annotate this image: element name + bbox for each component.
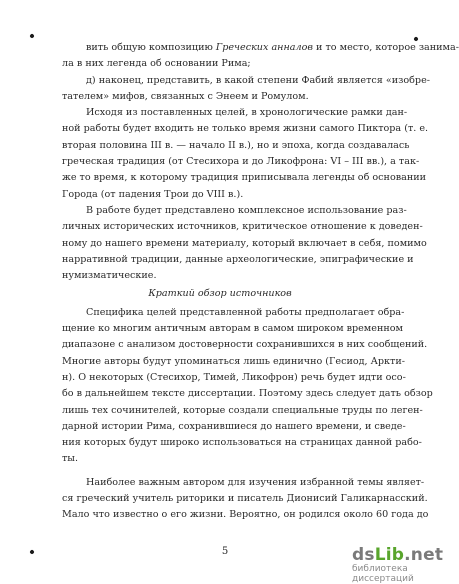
text-line: Специфика целей представленной работы предполагает обра- — [86, 306, 405, 318]
corner-mark-top-left — [29, 33, 35, 39]
text-line: ному до нашего времени материалу, который включает в себя, помимо — [62, 237, 427, 249]
text-line: Исходя из поставленных целей, в хронологические рамки дан- — [86, 107, 408, 119]
text-line: личных исторических источников, критическое отношение к доведен- — [62, 221, 423, 233]
text-line: вторая половина III в. — начало II в.), но и эпоха, когда создавалась — [62, 139, 410, 151]
text-line: ся греческий учитель риторики и писатель Дионисий Галикарнасский. — [62, 493, 428, 505]
paragraph — [62, 105, 429, 203]
text-line: щение ко многим античным авторам в самом широком временном — [62, 323, 403, 335]
text-line: же то время, к которому традиция приписывала легенды об основании — [62, 172, 427, 184]
text-line: дарной истории Рима, сохранившиеся до нашего времени, и сведе- — [62, 420, 406, 432]
text-line: ной работы будет входить не только время жизни самого Пиктора (т. е. — [62, 123, 429, 135]
body-text — [62, 40, 459, 524]
text-line: Мало что известно о его жизни. Вероятно, он родился около 60 года до — [62, 509, 429, 521]
paragraph — [62, 475, 429, 524]
text-line: бо в дальнейшем тексте диссертации. Поэтому здесь следует дать обзор — [62, 388, 433, 400]
text-line: Многие авторы будут упоминаться лишь единично (Гесиод, Аркти- — [62, 355, 405, 367]
paragraph — [62, 305, 433, 468]
text-line: д) наконец, представить, в какой степени Фабий является «изобре- — [86, 74, 430, 86]
section-heading: Краткий обзор источников — [148, 288, 292, 300]
page-number: 5 — [221, 546, 229, 557]
text-line: ла в них легенда об основании Рима; — [62, 58, 251, 70]
text-line: нарративной традиции, данные археологические, эпиграфические и — [62, 253, 414, 265]
paragraph — [62, 73, 430, 106]
text-line: греческая традиция (от Стесихора и до Ликофрона: VI – III вв.), а так- — [62, 156, 420, 168]
text-line: вить общую композицию Греческих анналов и то место, которое занима- — [86, 42, 459, 53]
text-line: ты. — [62, 453, 78, 465]
corner-mark-top-right — [413, 36, 419, 42]
paragraph — [62, 203, 427, 284]
text-line: Города (от падения Трои до VIII в.). — [62, 188, 244, 200]
text-line: Наиболее важным автором для изучения избранной темы являет- — [86, 476, 425, 488]
text-line: диапазоне с анализом достоверности сохранившихся в них сообщений. — [62, 339, 428, 351]
text-line: ния которых будут широко использоваться на страницах данной рабо- — [62, 437, 422, 449]
text-line: н). О некоторых (Стесихор, Тимей, Ликофрон) речь будет идти осо- — [62, 371, 406, 383]
text-line: тателем» мифов, связанных с Энеем и Ромулом. — [62, 90, 309, 102]
text-line: В работе будет представлено комплексное использование раз- — [86, 204, 407, 216]
watermark — [352, 545, 450, 584]
text-line: нумизматические. — [62, 270, 157, 282]
paragraph — [62, 40, 459, 73]
watermark-subtitle: библиотека диссертаций — [352, 564, 414, 584]
watermark-logo: dsLib.net — [352, 545, 444, 565]
text-line: лишь тех сочинителей, которые создали специальные труды по леген- — [62, 404, 423, 416]
